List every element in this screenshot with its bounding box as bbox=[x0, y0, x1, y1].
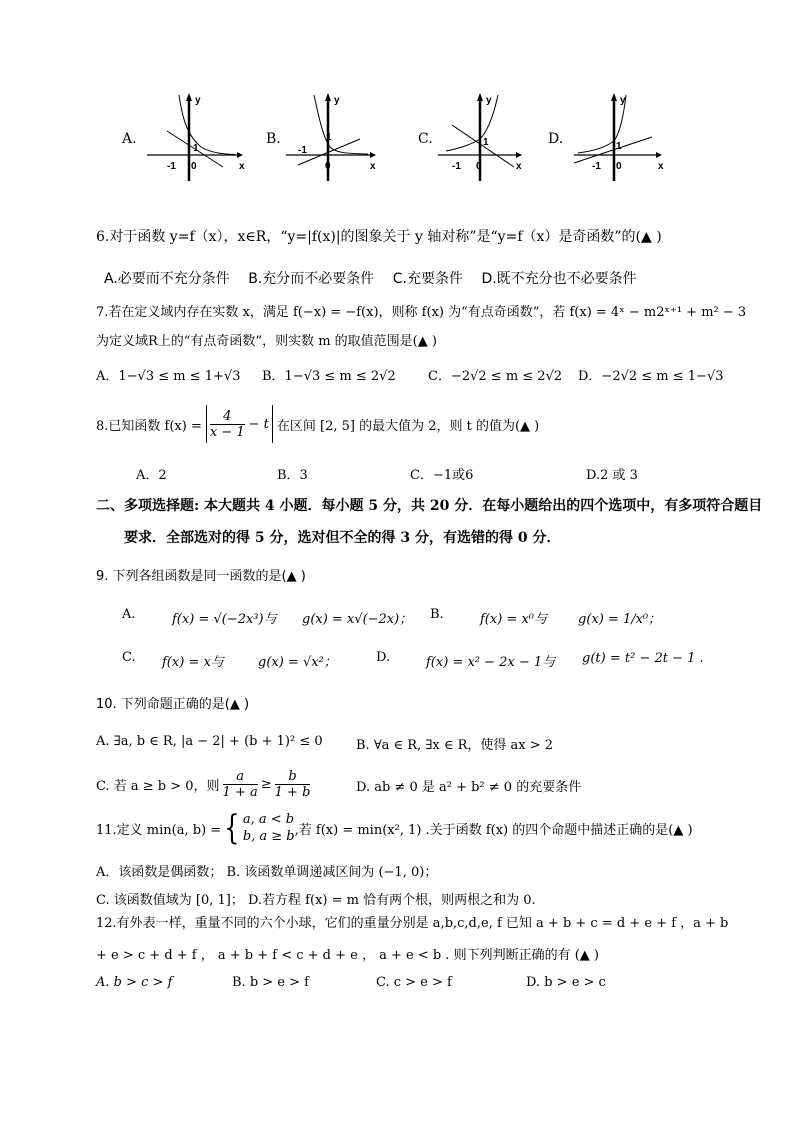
q7-option-b: B．1−√3 ≤ m ≤ 2√2 bbox=[262, 369, 396, 384]
q9-option-b-label: B. bbox=[430, 607, 444, 622]
q10-option-c-frac2 bbox=[275, 769, 311, 800]
q11-prefix: 11.定义 min(a, b) = bbox=[96, 822, 222, 838]
graph-c bbox=[436, 93, 536, 183]
q10-option-c bbox=[96, 766, 310, 802]
section2-heading-line1: 二、多项选择题: 本大题共 4 小题．每小题 5 分，共 20 分．在每小题给出的四个选项中，有多项符合题目 bbox=[96, 498, 763, 514]
q7-option-c: C．−2√2 ≤ m ≤ 2√2 bbox=[428, 369, 563, 384]
q8-minus-t: − t bbox=[248, 416, 269, 432]
graph-b-label: B. bbox=[266, 131, 281, 147]
q9-option-b-g: g(x) = 1/x⁰； bbox=[578, 612, 662, 627]
q10-c-frac2-num: b bbox=[275, 769, 311, 785]
graph-a-x-label: x bbox=[239, 161, 245, 172]
q9-option-a-label: A. bbox=[122, 607, 136, 622]
q11-case2: b, a ≥ b bbox=[242, 829, 295, 844]
q10-option-c-ge: ≥ bbox=[260, 776, 272, 792]
graph-b-neg-one: -1 bbox=[298, 145, 307, 156]
graph-d-origin: 0 bbox=[616, 161, 622, 172]
q9-option-c-label: C. bbox=[122, 650, 136, 665]
q9-option-d-f: f(x) = x² − 2x − 1与 bbox=[426, 655, 556, 670]
q8-suffix: 在区间 [2, 5] 的最大值为 2，则 t 的值为(▲ ) bbox=[276, 418, 540, 434]
q6-option-b: B.充分而不必要条件 bbox=[248, 271, 375, 287]
graph-options-row bbox=[0, 85, 794, 185]
q8-frac-den: x − 1 bbox=[209, 424, 245, 440]
q9-option-a-f: f(x) = √(−2x³)与 bbox=[172, 612, 277, 627]
q6-option-c: C.充要条件 bbox=[392, 271, 463, 287]
graph-b bbox=[284, 93, 384, 183]
q9-option-c-g: g(x) = √x²； bbox=[258, 655, 337, 670]
q12-stem-line2: + e > c + d + f ， a + b + f < c + d + e ， a + e < b . 则下列判断正确的有 (▲ ) bbox=[96, 948, 599, 963]
q10-option-a: A. ∃a, b ∈ R, |a − 2| + (b + 1)² ≤ 0 bbox=[96, 734, 323, 749]
q9-option-a-g: g(x) = x√(−2x)； bbox=[302, 612, 413, 627]
graph-d-x-label: x bbox=[658, 161, 664, 172]
q10-option-c-frac1 bbox=[223, 769, 258, 800]
q6-option-a: A.必要而不充分条件 bbox=[104, 271, 230, 287]
q8-option-b: B．3 bbox=[277, 468, 308, 483]
graph-a-origin: 0 bbox=[191, 161, 197, 172]
q9-option-c-f: f(x) = x与 bbox=[162, 655, 224, 670]
q12-option-c: C. c > e > f bbox=[376, 975, 452, 990]
q9-option-d-label: D. bbox=[376, 650, 391, 665]
q11-case1: a, a < b bbox=[242, 812, 295, 827]
q9-stem: 9. 下列各组函数是同一函数的是(▲ ) bbox=[96, 569, 306, 584]
graph-c-y-label: y bbox=[486, 95, 492, 106]
q10-option-c-prefix: C. 若 a ≥ b > 0，则 bbox=[96, 778, 220, 794]
graph-a-y-label: y bbox=[195, 95, 201, 106]
q7-option-a: A．1−√3 ≤ m ≤ 1+√3 bbox=[96, 369, 241, 384]
graph-c-one: 1 bbox=[483, 137, 489, 148]
q9-option-d-g: g(t) = t² − 2t − 1 . bbox=[582, 651, 704, 666]
graph-b-origin: 0 bbox=[325, 161, 331, 172]
graph-a-label: A. bbox=[122, 131, 137, 147]
graph-a bbox=[145, 93, 245, 183]
q11-stem bbox=[96, 808, 693, 848]
graph-c-label: C. bbox=[418, 131, 433, 147]
q7-stem-line2: 为定义域R上的“有点奇函数”，则实数 m 的取值范围是(▲ ) bbox=[96, 334, 437, 349]
graph-b-one: 1 bbox=[326, 132, 332, 143]
graph-b-x-label: x bbox=[370, 161, 376, 172]
q8-stem bbox=[96, 404, 539, 444]
q11-brace: { bbox=[224, 808, 240, 848]
q10-stem: 10. 下列命题正确的是(▲ ) bbox=[96, 697, 250, 712]
graph-d-one: 1 bbox=[616, 141, 622, 152]
q8-option-c: C．−1或6 bbox=[410, 468, 474, 483]
graph-d-neg-one: -1 bbox=[592, 161, 601, 172]
graph-a-one: 1 bbox=[193, 143, 199, 154]
q6-option-d: D.既不充分也不必要条件 bbox=[481, 271, 637, 287]
q8-prefix: 8.已知函数 f(x) = bbox=[96, 418, 202, 434]
graph-d bbox=[572, 93, 672, 183]
q6-stem: 6.对于函数 y=f（x），x∈R，“y=|f(x)|的图象关于 y 轴对称”是“y=f（x）是奇函数”的(▲ ) bbox=[96, 229, 662, 245]
q10-option-d: D. ab ≠ 0 是 a² + b² ≠ 0 的充要条件 bbox=[356, 780, 582, 795]
q11-suffix: ,若 f(x) = min(x², 1) .关于函数 f(x) 的四个命题中描述正确的是(▲ ) bbox=[294, 822, 693, 838]
q12-option-a: A. b > c > f bbox=[96, 975, 173, 990]
q8-option-a: A．2 bbox=[136, 468, 167, 483]
q11-cases bbox=[243, 811, 295, 845]
q10-option-b: B. ∀a ∈ R, ∃x ∈ R，使得 ax > 2 bbox=[356, 738, 554, 753]
q11-line3: C. 该函数值域为 [0, 1]； D.若方程 f(x) = m 恰有两个根，则两根之和为 0. bbox=[96, 893, 536, 908]
q8-fraction bbox=[210, 409, 245, 440]
q8-abs-expr bbox=[206, 405, 273, 443]
graph-c-x-label: x bbox=[516, 161, 522, 172]
q10-c-frac2-den: 1 + b bbox=[274, 784, 311, 800]
q7-option-d: D．−2√2 ≤ m ≤ 1−√3 bbox=[578, 369, 724, 384]
q12-stem-line1: 12.有外表一样，重量不同的六个小球，它们的重量分别是 a,b,c,d,e, f 已知 a + b + c = d + e + f ，a + b bbox=[96, 916, 729, 931]
graph-d-label: D. bbox=[548, 131, 564, 147]
q10-c-frac1-num: a bbox=[223, 769, 258, 785]
graph-b-y-label: y bbox=[334, 95, 340, 106]
q9-option-b-f: f(x) = x⁰与 bbox=[480, 612, 547, 627]
q7-stem-line1: 7.若在定义域内存在实数 x，满足 f(−x) = −f(x)，则称 f(x) 为“有点奇函数”，若 f(x) = 4ˣ − m2ˣ⁺¹ + m² − 3 bbox=[96, 305, 747, 320]
graph-c-origin: 0 bbox=[476, 161, 482, 172]
q11-line2: A．该函数是偶函数； B. 该函数单调递减区间为 (−1, 0)； bbox=[96, 865, 438, 880]
graph-d-y-label: y bbox=[620, 95, 626, 106]
q6-options bbox=[104, 268, 637, 288]
q8-option-d: D.2 或 3 bbox=[586, 468, 638, 483]
section2-heading-line2: 要求．全部选对的得 5 分，选对但不全的得 3 分，有选错的得 0 分． bbox=[124, 530, 561, 546]
q12-option-d: D. b > e > c bbox=[526, 975, 606, 990]
q12-option-b: B. b > e > f bbox=[232, 975, 309, 990]
graph-c-neg-one: -1 bbox=[452, 161, 461, 172]
graph-a-neg-one: -1 bbox=[167, 161, 176, 172]
q8-frac-num: 4 bbox=[210, 409, 245, 425]
q10-c-frac1-den: 1 + a bbox=[222, 784, 258, 800]
